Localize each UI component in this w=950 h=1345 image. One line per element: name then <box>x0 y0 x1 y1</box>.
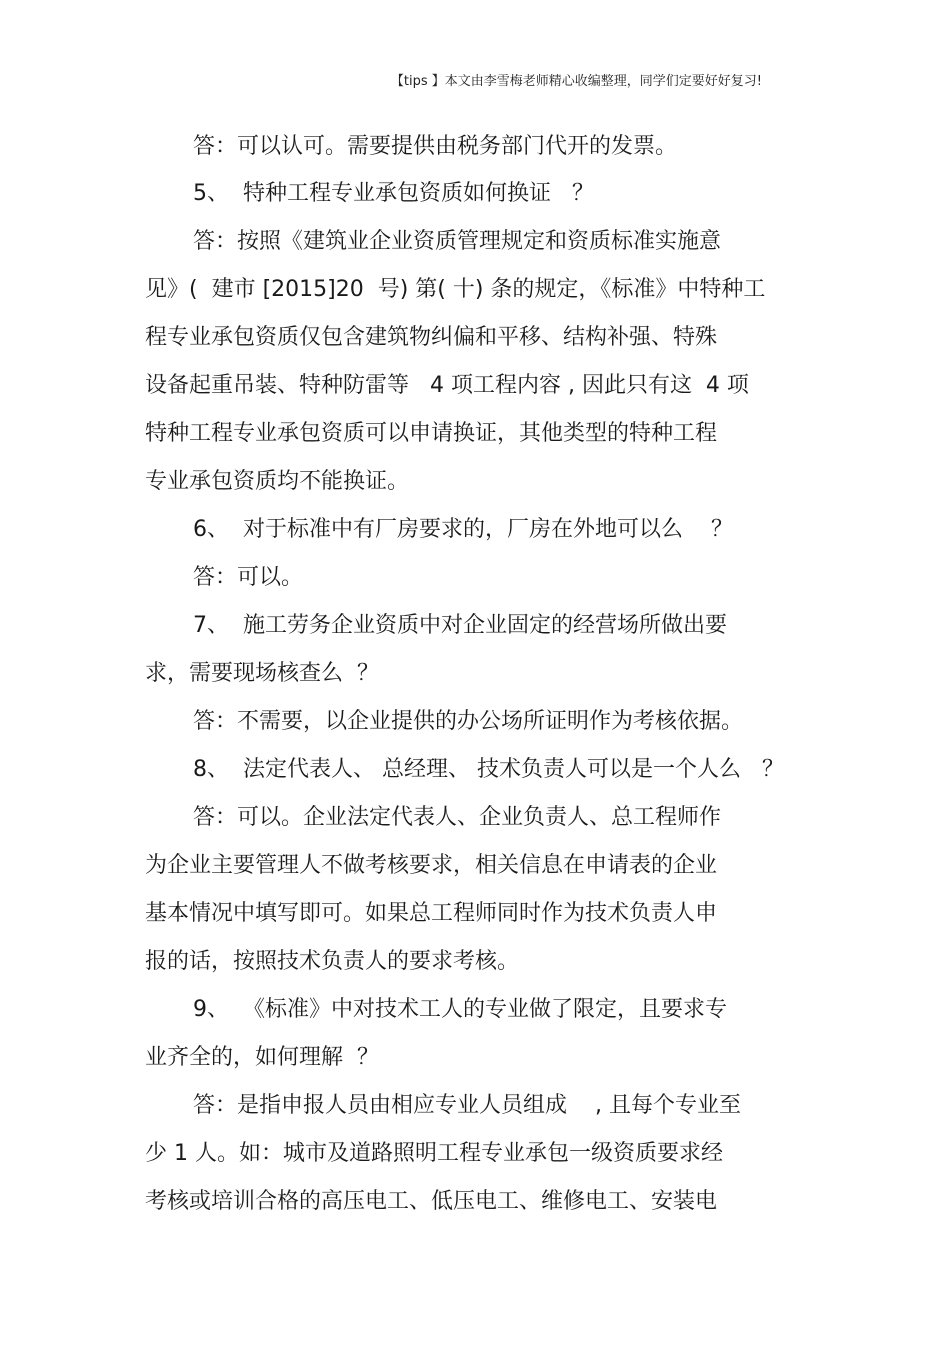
answer-5-line-3: 程专业承包资质仅包含建筑物纠偏和平移、结构补强、特殊 <box>145 325 718 350</box>
question-7-line-2: 求，需要现场核查么 ？ <box>145 661 379 686</box>
answer-8-line-3: 基本情况中填写即可。如果总工程师同时作为技术负责人申 <box>145 901 718 926</box>
answer-7: 答：不需要，以企业提供的办公场所证明作为考核依据。 <box>193 709 744 734</box>
question-8: 8、 法定代表人、 总经理、 技术负责人可以是一个人么 ？ <box>193 757 784 782</box>
answer-6: 答：可以。 <box>193 565 304 590</box>
answer-9-line-2: 少 1 人。如：城市及道路照明工程专业承包一级资质要求经 <box>145 1141 723 1166</box>
answer-5-line-6: 专业承包资质均不能换证。 <box>145 469 410 494</box>
answer-4-line-1: 答：可以认可。需要提供由税务部门代开的发票。 <box>193 134 678 159</box>
question-5: 5、 特种工程专业承包资质如何换证 ？ <box>193 181 594 206</box>
answer-5-line-5: 特种工程专业承包资质可以申请换证，其他类型的特种工程 <box>145 421 718 446</box>
question-9-line-2: 业齐全的，如何理解 ？ <box>145 1045 379 1070</box>
answer-5-line-2: 见》( 建市 [2015]20 号) 第( 十) 条的规定，《标准》中特种工 <box>145 277 766 302</box>
answer-5-line-1: 答：按照《建筑业企业资质管理规定和资质标准实施意 <box>193 229 722 254</box>
answer-8-line-1: 答：可以。企业法定代表人、企业负责人、总工程师作 <box>193 805 722 830</box>
header-tips: 【tips 】本文由李雪梅老师精心收编整理，同学们定要好好复习! <box>390 74 762 89</box>
question-6: 6、 对于标准中有厂房要求的，厂房在外地可以么 ？ <box>193 517 733 542</box>
answer-5-line-4: 设备起重吊装、特种防雷等 4 项工程内容 , 因此只有这 4 项 <box>145 373 749 398</box>
question-9-line-1: 9、 《标准》中对技术工人的专业做了限定，且要求专 <box>193 997 727 1022</box>
answer-9-line-3: 考核或培训合格的高压电工、低压电工、维修电工、安装电 <box>145 1189 718 1214</box>
answer-9-line-1: 答：是指申报人员由相应专业人员组成 , 且每个专业至 <box>193 1093 741 1118</box>
question-7-line-1: 7、 施工劳务企业资质中对企业固定的经营场所做出要 <box>193 613 727 638</box>
answer-8-line-2: 为企业主要管理人不做考核要求，相关信息在申请表的企业 <box>145 853 718 878</box>
answer-8-line-4: 报的话，按照技术负责人的要求考核。 <box>145 949 520 974</box>
